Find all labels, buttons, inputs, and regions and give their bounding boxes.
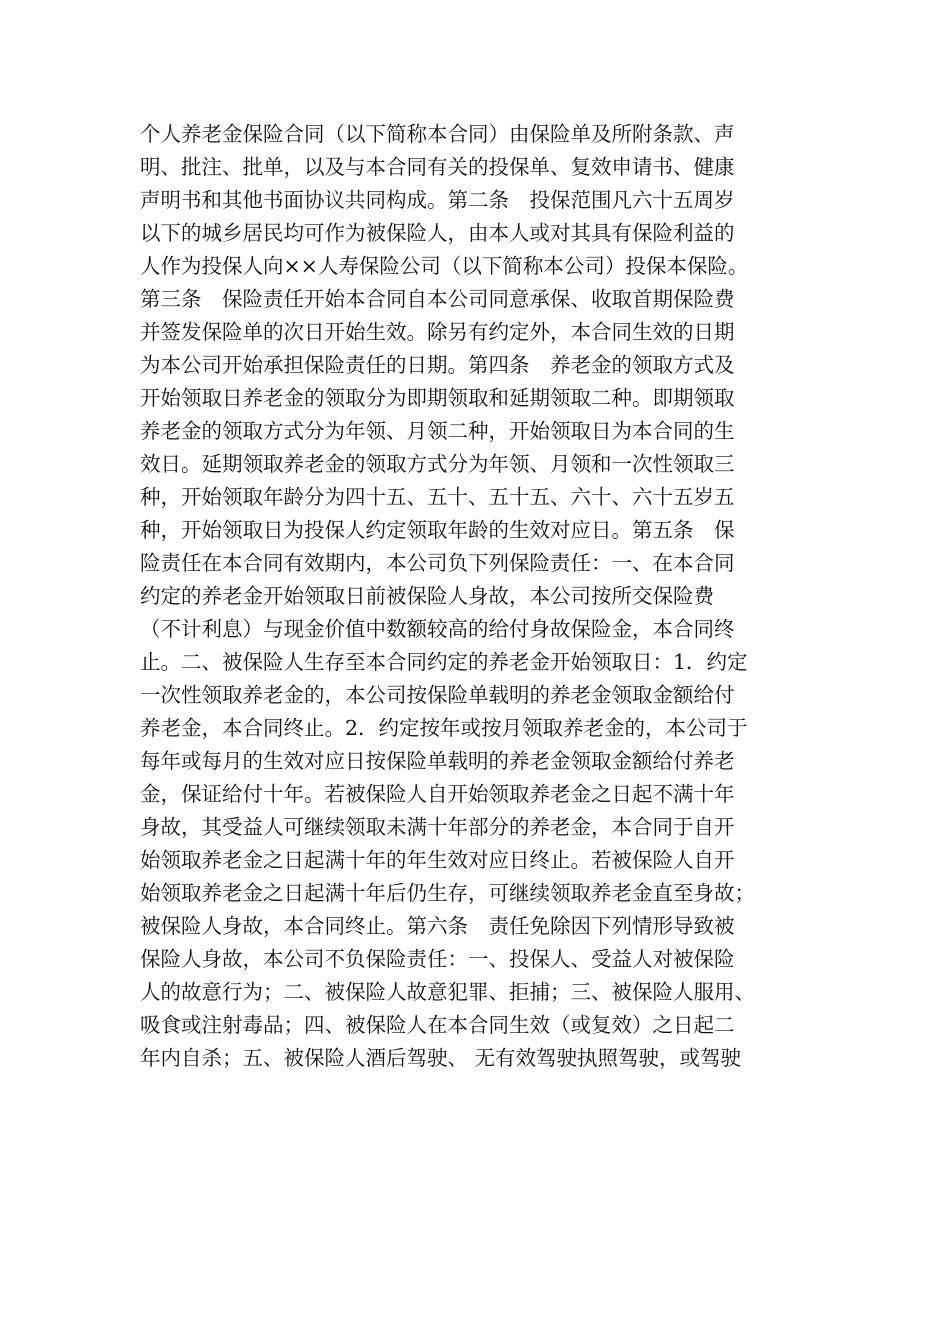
text-line: 种，开始领取日为投保人约定领取年龄的生效对应日。第五条 保: [140, 518, 735, 542]
text-line: 第三条 保险责任开始本合同自本公司同意承保、收取首期保险费: [140, 287, 735, 311]
text-line: 被保险人身故，本合同终止。第六条 责任免除因下列情形导致被: [140, 914, 735, 938]
text-line: 并签发保险单的次日开始生效。除另有约定外，本合同生效的日期: [140, 320, 735, 344]
text-line: 保险人身故，本公司不负保险责任：一、投保人、受益人对被保险: [140, 947, 735, 971]
document-body: [140, 118, 820, 1075]
text-line: 始领取养老金之日起满十年后仍生存，可继续领取养老金直至身故；: [140, 881, 755, 905]
text-line: 为本公司开始承担保险责任的日期。第四条 养老金的领取方式及: [140, 353, 735, 377]
text-line: 声明书和其他书面协议共同构成。第二条 投保范围凡六十五周岁: [140, 188, 735, 212]
text-line: 个人养老金保险合同（以下简称本合同）由保险单及所附条款、声: [140, 122, 735, 146]
text-line: 吸食或注射毒品；四、被保险人在本合同生效（或复效）之日起二: [140, 1013, 735, 1037]
text-line: 始领取养老金之日起满十年的年生效对应日终止。若被保险人自开: [140, 848, 735, 872]
text-line: 开始领取日养老金的领取分为即期领取和延期领取二种。即期领取: [140, 386, 735, 410]
text-line: 险责任在本合同有效期内，本公司负下列保险责任：一、在本合同: [140, 551, 735, 575]
text-line: 止。二、被保险人生存至本合同约定的养老金开始领取日：1．约定: [140, 650, 748, 674]
text-line: 养老金的领取方式分为年领、月领二种，开始领取日为本合同的生: [140, 419, 735, 443]
text-line: 养老金，本合同终止。2．约定按年或按月领取养老金的，本公司于: [140, 716, 748, 740]
text-line: 明、批注、批单，以及与本合同有关的投保单、复效申请书、健康: [140, 155, 735, 179]
text-line: 年内自杀；五、被保险人酒后驾驶、 无有效驾驶执照驾驶，或驾驶: [140, 1046, 742, 1070]
text-line: 人的故意行为；二、被保险人故意犯罪、拒捕；三、被保险人服用、: [140, 980, 755, 1004]
text-line: 身故，其受益人可继续领取未满十年部分的养老金，本合同于自开: [140, 815, 735, 839]
text-line: 一次性领取养老金的，本公司按保险单载明的养老金领取金额给付: [140, 683, 735, 707]
text-line: 效日。延期领取养老金的领取方式分为年领、月领和一次性领取三: [140, 452, 735, 476]
text-line: 以下的城乡居民均可作为被保险人，由本人或对其具有保险利益的: [140, 221, 735, 245]
text-line: 人作为投保人向××人寿保险公司（以下简称本公司）投保本保险。: [140, 254, 749, 278]
text-line: 金，保证给付十年。若被保险人自开始领取养老金之日起不满十年: [140, 782, 735, 806]
text-line: 约定的养老金开始领取日前被保险人身故，本公司按所交保险费: [140, 584, 714, 608]
text-line: 每年或每月的生效对应日按保险单载明的养老金领取金额给付养老: [140, 749, 735, 773]
text-line: 种，开始领取年龄分为四十五、五十、五十五、六十、六十五岁五: [140, 485, 735, 509]
text-line: （不计利息）与现金价值中数额较高的给付身故保险金，本合同终: [140, 617, 735, 641]
